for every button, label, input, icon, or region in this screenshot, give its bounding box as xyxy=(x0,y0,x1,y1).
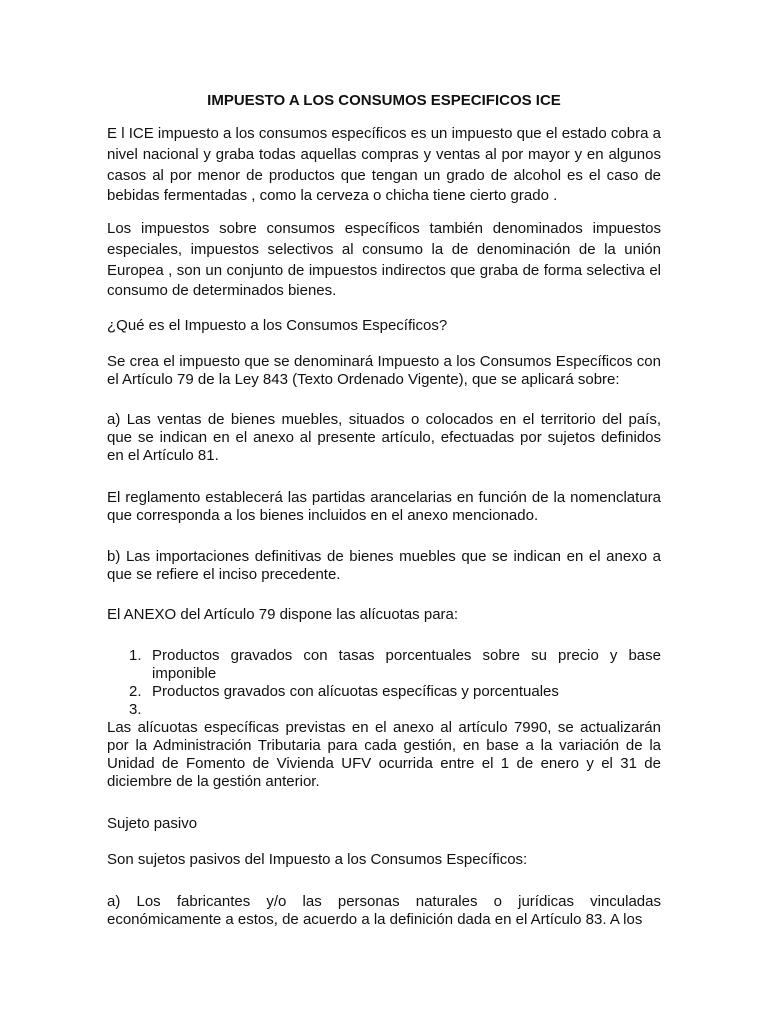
list-number: 1. xyxy=(129,647,142,664)
paragraph-definition: Los impuestos sobre consumos específicos también denominados impuestos especiales, impuestos selectivos al consumo la de denominación de la unión Europea , son un conjunto de impuestos indirectos que graba de forma selectiva el consumo de determinados bienes. xyxy=(107,220,661,300)
list-item xyxy=(107,647,661,683)
paragraph-taxpayers: Son sujetos pasivos del Impuesto a los Consumos Específicos: xyxy=(107,851,528,868)
list-number: 3. xyxy=(129,701,142,718)
list-item xyxy=(107,683,661,701)
paragraph-intro: E l ICE impuesto a los consumos específicos es un impuesto que el estado cobra a nivel nacional y graba todas aquellas compras y ventas al por mayor y en algunos casos al por menor de productos que tengan un grado de alcohol es el caso de bebidas fermentadas , como la cerveza o chicha tiene cierto grado . xyxy=(107,125,661,205)
paragraph-item-a: a) Las ventas de bienes muebles, situados o colocados en el territorio del país, que se indican en el anexo al presente artículo, efectuadas por sujetos definidos en el Artículo 81. xyxy=(107,411,661,464)
paragraph-item-b: b) Las importaciones definitivas de bienes muebles que se indican en el anexo a que se refiere el inciso precedente. xyxy=(107,548,661,583)
paragraph-rates-update: Las alícuotas específicas previstas en el anexo al artículo 7990, se actualizarán por la Administración Tributaria para cada gestión, en base a la variación de la Unidad de Fomento de Vivienda UFV ocurrida entre el 1 de enero y el 31 de diciembre de la gestión anterior. xyxy=(107,719,661,790)
list-text: Productos gravados con tasas porcentuales sobre su precio y base imponible xyxy=(152,647,661,682)
list-text: Productos gravados con alícuotas específicas y porcentuales xyxy=(152,683,559,700)
paragraph-regulation: El reglamento establecerá las partidas arancelarias en función de la nomenclatura que corresponda a los bienes incluidos en el anexo mencionado. xyxy=(107,489,661,524)
list-number: 2. xyxy=(129,683,142,700)
paragraph-manufacturers: a) Los fabricantes y/o las personas naturales o jurídicas vinculadas económicamente a estos, de acuerdo a la definición dada en el Artículo 83. A los xyxy=(107,893,661,928)
paragraph-taxpayer-heading: Sujeto pasivo xyxy=(107,815,198,832)
document-title: IMPUESTO A LOS CONSUMOS ESPECIFICOS ICE xyxy=(207,92,561,109)
paragraph-question: ¿Qué es el Impuesto a los Consumos Específicos? xyxy=(107,317,448,334)
list-item xyxy=(107,701,661,719)
rates-list xyxy=(107,647,661,719)
paragraph-creation: Se crea el impuesto que se denominará Impuesto a los Consumos Específicos con el Artículo 79 de la Ley 843 (Texto Ordenado Vigente), que se aplicará sobre: xyxy=(107,353,661,388)
paragraph-annex: El ANEXO del Artículo 79 dispone las alícuotas para: xyxy=(107,606,459,623)
